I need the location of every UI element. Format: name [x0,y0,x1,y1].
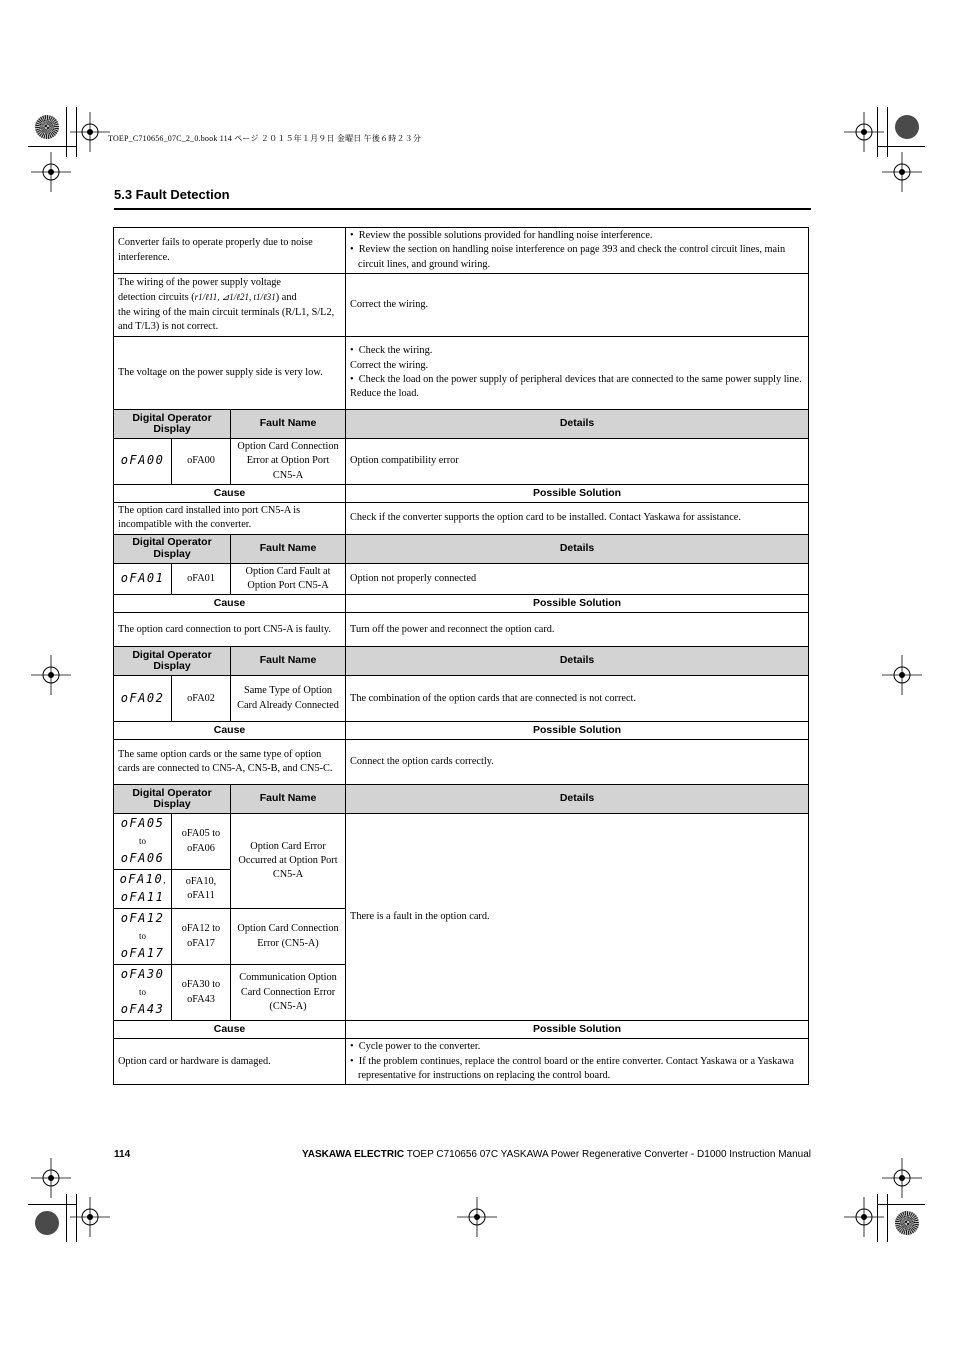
fault-code: oFA00 [172,439,231,485]
registration-disk-bottom-right [895,1211,919,1235]
lcd-code: oFA43 [120,1002,165,1017]
crop-line [877,1204,925,1205]
header-possible-solution: Possible Solution [346,1021,809,1039]
registration-disk-top-right [895,115,919,139]
lcd-code: oFA10 [119,872,164,887]
crop-line [887,1194,888,1242]
header-fault-name: Fault Name [231,410,346,439]
header-cause: Cause [114,1021,346,1039]
solution-bullet: • If the problem continues, replace the control board or the entire converter. Contact Yaskawa or a Yaskawa representative for instructions on replacing the control board. [350,1055,804,1084]
registration-disk-bottom-left [35,1211,59,1235]
solution-cell: Check if the converter supports the option card to be installed. Contact Yaskawa for assistance. [346,503,809,535]
cause-text: detection circuits ( [118,292,195,304]
fault-code: oFA10, oFA11 [172,870,231,909]
solution-cell [346,1039,809,1085]
crop-line [887,107,888,157]
subheader-row [114,1021,809,1039]
fault-code: oFA05 to oFA06 [172,814,231,870]
table-row [114,563,809,595]
cause-cell: The same option cards or the same type of option cards are connected to CN5-A, CN5-B, and CN5-C. [114,740,346,785]
solution-cell: Correct the wiring. [346,274,809,337]
solution-bullet: • Review the possible solutions provided for handling noise interference. [350,229,804,243]
fault-details: There is a fault in the option card. [346,814,809,1021]
lcd-code: oFA30 [120,967,165,982]
header-details: Details [346,647,809,676]
subheader-row [114,595,809,613]
crosshair-mark [882,152,922,192]
brand-name: YASKAWA ELECTRIC [302,1149,405,1160]
table-row [114,503,809,535]
solution-text: Reduce the load. [350,388,419,400]
fault-details: The combination of the option cards that are connected is not correct. [346,676,809,722]
fault-details: Option not properly connected [346,563,809,595]
fault-details: Option compatibility error [346,439,809,485]
crop-line [28,146,76,147]
lcd-code: oFA06 [120,851,165,866]
range-separator: , [163,875,166,886]
lcd-code: oFA11 [120,890,165,905]
header-row [114,785,809,814]
table-row [114,228,809,274]
crosshair-mark [844,112,884,152]
file-info: TOEP_C710656_07C_2_0.book 114 ページ ２０１５年１月９日 金曜日 午後６時２３分 [108,134,422,143]
crosshair-mark [31,655,71,695]
cause-cell: The voltage on the power supply side is very low. [114,337,346,410]
lcd-code: oFA17 [120,946,165,961]
range-separator: to [138,931,146,942]
operator-display [114,814,172,870]
lcd-code: oFA12 [120,911,165,926]
fault-name: Option Card Connection Error at Option Port CN5-A [231,439,346,485]
fault-code: oFA02 [172,676,231,722]
header-possible-solution: Possible Solution [346,485,809,503]
solution-cell [346,228,809,274]
solution-cell: Turn off the power and reconnect the option card. [346,613,809,647]
header-details: Details [346,534,809,563]
fault-name: Option Card Error Occurred at Option Port CN5-A [231,814,346,909]
header-cause: Cause [114,485,346,503]
operator-display [114,676,172,722]
crosshair-mark [882,1158,922,1198]
operator-display [114,870,172,909]
operator-display [114,965,172,1021]
lcd-code: oFA00 [120,453,165,468]
cause-cell: Converter fails to operate properly due to noise interference. [114,228,346,274]
cause-text: The wiring of the power supply voltage [118,276,281,288]
crosshair-mark [70,112,110,152]
table-row [114,814,809,870]
header-cause: Cause [114,595,346,613]
range-separator: to [138,987,146,998]
table-row [114,439,809,485]
header-possible-solution: Possible Solution [346,595,809,613]
header-fault-name: Fault Name [231,534,346,563]
header-display: Digital Operator Display [114,534,231,563]
crop-line [66,107,67,157]
subheader-row [114,485,809,503]
operator-display [114,439,172,485]
header-row [114,647,809,676]
solution-bullet: • Review the section on handling noise interference on page 393 and check the control circuit lines, main circuit lines, and ground wiring. [350,243,804,272]
fault-code: oFA01 [172,563,231,595]
crosshair-mark [882,655,922,695]
fault-name: Option Card Fault at Option Port CN5-A [231,563,346,595]
cause-cell: The option card connection to port CN5-A is faulty. [114,613,346,647]
operator-display [114,909,172,965]
fault-code: oFA12 to oFA17 [172,909,231,965]
crop-line [877,146,925,147]
crosshair-mark [31,1158,71,1198]
header-fault-name: Fault Name [231,647,346,676]
cause-cell [114,274,346,337]
crosshair-mark [844,1197,884,1237]
cause-text: the wiring of the main circuit terminals (R/L1, S/L2, and T/L3) is not correct. [118,306,335,332]
solution-bullet: • Cycle power to the converter. [350,1040,804,1054]
lcd-code: oFA02 [120,690,165,705]
page-number: 114 [114,1149,131,1160]
registration-disk-top-left [35,115,59,139]
header-fault-name: Fault Name [231,785,346,814]
solution-text: Correct the wiring. [350,359,429,371]
solution-cell [346,337,809,410]
header-cause: Cause [114,722,346,740]
header-details: Details [346,410,809,439]
fault-name: Communication Option Card Connection Error (CN5-A) [231,965,346,1021]
fault-name: Same Type of Option Card Already Connected [231,676,346,722]
range-separator: to [138,836,146,847]
header-details: Details [346,785,809,814]
solution-bullet: • Check the load on the power supply of peripheral devices that are connected to the same power supply line. [350,373,804,387]
solution-cell: Connect the option cards correctly. [346,740,809,785]
section-rule [114,208,811,210]
crop-line [28,1204,76,1205]
lcd-code: oFA01 [120,570,165,585]
table-row [114,337,809,410]
crop-line [66,1194,67,1242]
crosshair-mark [31,152,71,192]
header-display: Digital Operator Display [114,647,231,676]
table-row [114,274,809,337]
crosshair-mark [457,1197,497,1237]
header-row [114,534,809,563]
table-row [114,1039,809,1085]
operator-display [114,563,172,595]
header-possible-solution: Possible Solution [346,722,809,740]
header-row [114,410,809,439]
table-row [114,613,809,647]
fault-table [113,227,809,1085]
cause-cell: Option card or hardware is damaged. [114,1039,346,1085]
manual-footer [302,1149,811,1160]
section-title: 5.3 Fault Detection [114,187,230,202]
fault-name: Option Card Connection Error (CN5-A) [231,909,346,965]
table-row [114,740,809,785]
fault-code: oFA30 to oFA43 [172,965,231,1021]
lcd-code: oFA05 [120,816,165,831]
crosshair-mark [70,1197,110,1237]
table-row [114,676,809,722]
subheader-row [114,722,809,740]
cause-cell: The option card installed into port CN5-A is incompatible with the converter. [114,503,346,535]
manual-title: TOEP C710656 07C YASKAWA Power Regenerative Converter - D1000 Instruction Manual [406,1149,811,1160]
solution-bullet: • Check the wiring. [350,344,804,358]
cause-text: ) and [275,292,297,304]
terminal-symbols: r1/ℓ11, ⊿1/ℓ21, t1/ℓ31 [194,292,276,303]
header-display: Digital Operator Display [114,785,231,814]
header-display: Digital Operator Display [114,410,231,439]
